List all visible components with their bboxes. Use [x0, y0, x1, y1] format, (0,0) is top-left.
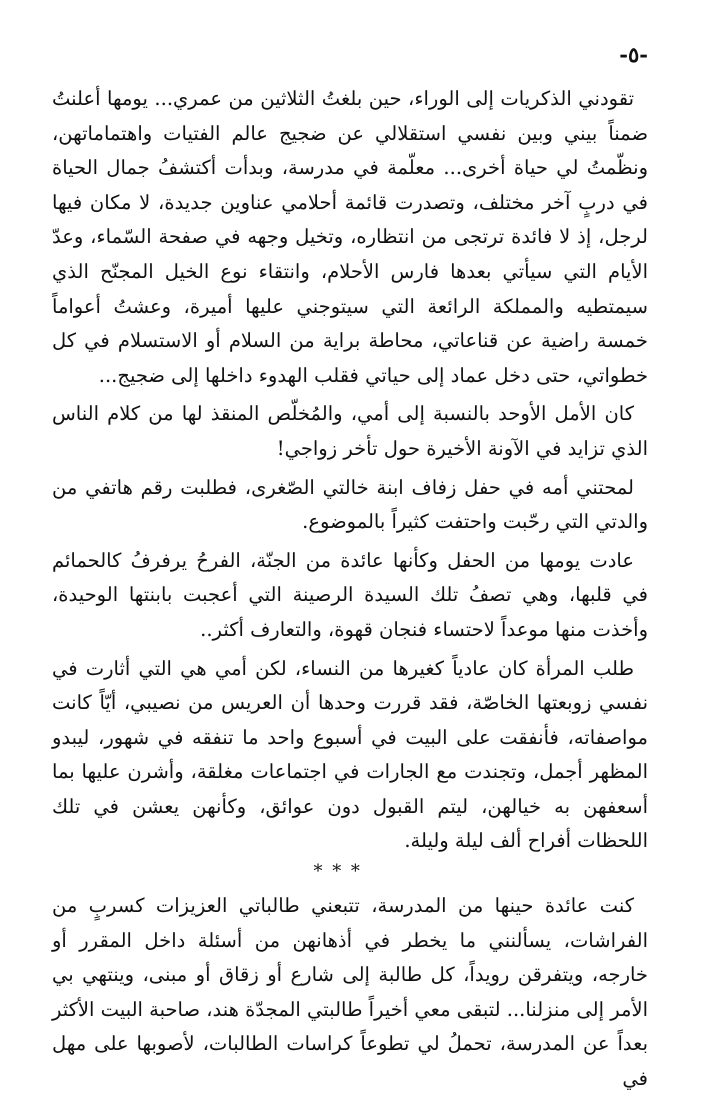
paragraph: عادت يومها من الحفل وكأنها عائدة من الجنّة، الفرحُ يرفرفُ كالحمائم في قلبها، وهي تصفُ تلك السيدة الرصينة التي أعجبت بابنتها الوحيدة، وأخذت منها موعداً لاحتساء فنجان قهوة، والتعارف أكثر.. [52, 548, 648, 641]
page-number: -٥- [619, 42, 648, 67]
paragraph: كنت عائدة حينها من المدرسة، تتبعني طالباتي العزيزات كسربٍ من الفراشات، يسألنني ما يخطر في أذهانهن من أسئلة داخل المقرر أو خارجه، ويتفرقن رويداً، كل طالبة إلى شارع أو زقاق أو مبنى، وينتهي بي الأمر إلى منزلنا... لتبقى معي أخيراً طالبتي المجدّة هند، صاحبة البيت الأكثر بعداً عن المدرسة، تحملُ لي تطوعاً كراسات الطالبات، لأصوبها على مهل في [52, 894, 648, 1091]
paragraph: لمحتني أمه في حفل زفاف ابنة خالتي الصّغرى، فطلبت رقم هاتفي من والدتي التي رحّبت واحتفت كثيراً بالموضوع. [52, 475, 648, 534]
body-text [52, 82, 648, 1097]
paragraph: تقودني الذكريات إلى الوراء، حين بلغتُ الثلاثين من عمري... يومها أعلنتُ ضمناً بيني وبين نفسي استقلالي عن ضجيج عالم الفتيات واهتماماتهن، ونظّمتُ لي حياة أخرى... معلّمة في مدرسة، وبدأت أكتشفُ جمال الحياة في دربٍ آخر مختلف، وتصدرت قائمة أحلامي عناوين جديدة، لا مكان فيها لرجل، إذ لا فائدة ترتجى من انتظاره، وتخيل وجهه في صفحة السّماء، وعدّ الأيام التي سيأتي بعدها فارس الأحلام، وانتقاء نوع الخيل المجنّح الذي سيمتطيه والمملكة الرائعة التي سيتوجني عليها أميرة، وعشتُ أعواماً خمسة راضية عن قناعاتي، محاطة براية من السلام أو الاستسلام في كل خطواتي، حتى دخل عماد إلى حياتي فقلب الهدوء داخلها إلى ضجيج... [52, 87, 648, 387]
section-separator: * * * [313, 861, 362, 883]
paragraph: كان الأمل الأوحد بالنسبة إلى أمي، والمُخلّص المنقذ لها من كلام الناس الذي تزايد في الآونة الأخيرة حول تأخر زواجي! [52, 402, 648, 460]
paragraph: طلب المرأة كان عادياً كغيرها من النساء، لكن أمي هي التي أثارت في نفسي زوبعتها الخاصّة، فقد قررت وحدها أن العريس من نصيبي، أيّاً كانت مواصفاته، فأنفقت على البيت في أسبوع واحد ما تنفقه في شهور، ليبدو المظهر أجمل، وتجندت مع الجارات في اجتماعات مغلقة، وأشرن عليها بما أسعفهن به خيالهن، ليتم القبول دون عوائق، وكأنهن يعشن في تلك اللحظات أفراح ألف ليلة وليلة. [52, 656, 648, 853]
